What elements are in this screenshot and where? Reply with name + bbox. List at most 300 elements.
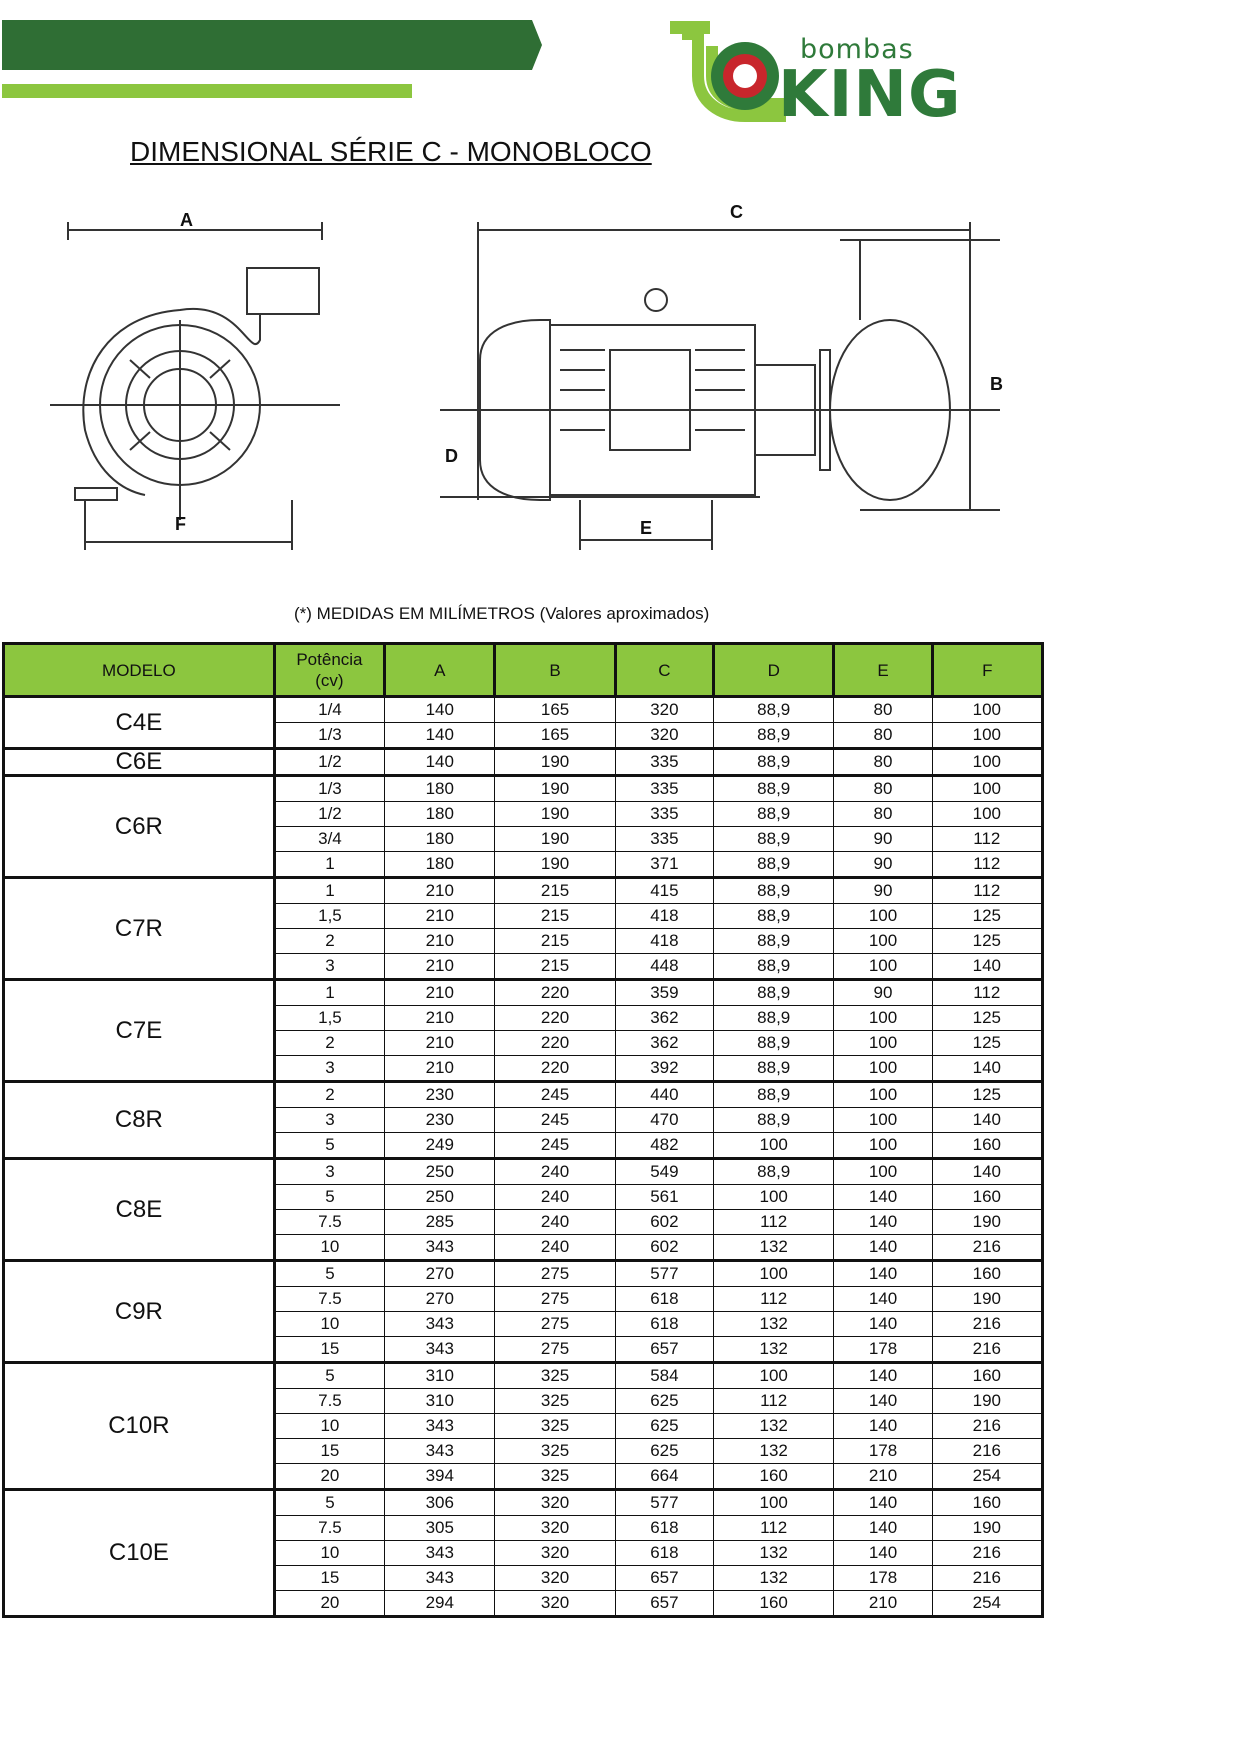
value-cell: 100 <box>834 1133 932 1159</box>
value-cell: 415 <box>615 878 713 904</box>
value-cell: 343 <box>385 1439 495 1464</box>
value-cell: 270 <box>385 1287 495 1312</box>
value-cell: 88,9 <box>714 749 834 776</box>
value-cell: 125 <box>932 1082 1042 1108</box>
value-cell: 125 <box>932 1031 1042 1056</box>
value-cell: 190 <box>495 852 615 878</box>
value-cell: 220 <box>495 1056 615 1082</box>
value-cell: 132 <box>714 1312 834 1337</box>
table-row <box>4 980 1043 1006</box>
value-cell: 215 <box>495 929 615 954</box>
value-cell: 88,9 <box>714 980 834 1006</box>
value-cell: 220 <box>495 980 615 1006</box>
value-cell: 310 <box>385 1389 495 1414</box>
value-cell: 5 <box>274 1490 384 1516</box>
value-cell: 343 <box>385 1235 495 1261</box>
value-cell: 294 <box>385 1591 495 1617</box>
label-b: B <box>990 374 1003 394</box>
value-cell: 190 <box>932 1516 1042 1541</box>
value-cell: 210 <box>834 1591 932 1617</box>
value-cell: 190 <box>495 749 615 776</box>
value-cell: 625 <box>615 1389 713 1414</box>
value-cell: 320 <box>495 1516 615 1541</box>
value-cell: 215 <box>495 904 615 929</box>
value-cell: 140 <box>834 1235 932 1261</box>
value-cell: 132 <box>714 1566 834 1591</box>
model-group <box>4 697 1043 749</box>
value-cell: 100 <box>834 1006 932 1031</box>
value-cell: 140 <box>834 1185 932 1210</box>
value-cell: 140 <box>385 697 495 723</box>
value-cell: 482 <box>615 1133 713 1159</box>
table-header-row <box>4 644 1043 697</box>
value-cell: 100 <box>834 1159 932 1185</box>
value-cell: 245 <box>495 1108 615 1133</box>
value-cell: 190 <box>932 1210 1042 1235</box>
value-cell: 215 <box>495 954 615 980</box>
table-row <box>4 749 1043 776</box>
value-cell: 112 <box>932 878 1042 904</box>
value-cell: 90 <box>834 980 932 1006</box>
value-cell: 112 <box>932 852 1042 878</box>
value-cell: 90 <box>834 878 932 904</box>
value-cell: 5 <box>274 1185 384 1210</box>
label-c: C <box>730 202 743 222</box>
value-cell: 335 <box>615 776 713 802</box>
value-cell: 125 <box>932 929 1042 954</box>
value-cell: 5 <box>274 1261 384 1287</box>
brand-small-text: bombas <box>800 34 914 65</box>
value-cell: 80 <box>834 749 932 776</box>
value-cell: 100 <box>714 1363 834 1389</box>
value-cell: 15 <box>274 1337 384 1363</box>
value-cell: 1/2 <box>274 802 384 827</box>
value-cell: 577 <box>615 1490 713 1516</box>
value-cell: 448 <box>615 954 713 980</box>
model-group <box>4 1082 1043 1159</box>
value-cell: 249 <box>385 1133 495 1159</box>
value-cell: 1 <box>274 878 384 904</box>
value-cell: 7.5 <box>274 1210 384 1235</box>
value-cell: 230 <box>385 1108 495 1133</box>
value-cell: 320 <box>615 723 713 749</box>
value-cell: 165 <box>495 697 615 723</box>
value-cell: 394 <box>385 1464 495 1490</box>
header-d: D <box>714 644 834 697</box>
value-cell: 1/3 <box>274 723 384 749</box>
table-row <box>4 1490 1043 1516</box>
value-cell: 125 <box>932 904 1042 929</box>
value-cell: 240 <box>495 1235 615 1261</box>
header-c: C <box>615 644 713 697</box>
value-cell: 343 <box>385 1566 495 1591</box>
header-light-bar <box>2 84 412 98</box>
value-cell: 2 <box>274 1031 384 1056</box>
value-cell: 100 <box>932 697 1042 723</box>
value-cell: 88,9 <box>714 1082 834 1108</box>
value-cell: 7.5 <box>274 1287 384 1312</box>
value-cell: 3 <box>274 1056 384 1082</box>
value-cell: 112 <box>714 1287 834 1312</box>
header-f: F <box>932 644 1042 697</box>
model-cell: C6R <box>4 776 275 878</box>
value-cell: 1/2 <box>274 749 384 776</box>
value-cell: 359 <box>615 980 713 1006</box>
value-cell: 100 <box>834 1082 932 1108</box>
value-cell: 210 <box>385 1056 495 1082</box>
value-cell: 190 <box>495 802 615 827</box>
value-cell: 100 <box>714 1261 834 1287</box>
dimensions-table <box>2 642 1044 1618</box>
value-cell: 657 <box>615 1337 713 1363</box>
value-cell: 245 <box>495 1082 615 1108</box>
value-cell: 325 <box>495 1464 615 1490</box>
value-cell: 125 <box>932 1006 1042 1031</box>
model-group <box>4 1159 1043 1261</box>
value-cell: 90 <box>834 852 932 878</box>
header-dark-bar <box>2 20 542 70</box>
value-cell: 240 <box>495 1159 615 1185</box>
value-cell: 160 <box>932 1363 1042 1389</box>
value-cell: 88,9 <box>714 929 834 954</box>
value-cell: 210 <box>385 1031 495 1056</box>
value-cell: 100 <box>932 776 1042 802</box>
model-group <box>4 980 1043 1082</box>
value-cell: 306 <box>385 1490 495 1516</box>
value-cell: 132 <box>714 1439 834 1464</box>
value-cell: 160 <box>932 1185 1042 1210</box>
value-cell: 3 <box>274 1159 384 1185</box>
value-cell: 112 <box>714 1389 834 1414</box>
model-group <box>4 776 1043 878</box>
model-group <box>4 1490 1043 1617</box>
value-cell: 210 <box>834 1464 932 1490</box>
value-cell: 230 <box>385 1082 495 1108</box>
value-cell: 80 <box>834 697 932 723</box>
value-cell: 140 <box>385 749 495 776</box>
value-cell: 210 <box>385 954 495 980</box>
value-cell: 3 <box>274 954 384 980</box>
value-cell: 325 <box>495 1414 615 1439</box>
model-cell: C7E <box>4 980 275 1082</box>
value-cell: 100 <box>714 1133 834 1159</box>
value-cell: 240 <box>495 1185 615 1210</box>
label-e: E <box>640 518 653 538</box>
header-b: B <box>495 644 615 697</box>
value-cell: 210 <box>385 929 495 954</box>
value-cell: 90 <box>834 827 932 852</box>
value-cell: 320 <box>495 1490 615 1516</box>
value-cell: 320 <box>495 1566 615 1591</box>
value-cell: 100 <box>714 1490 834 1516</box>
value-cell: 178 <box>834 1439 932 1464</box>
value-cell: 140 <box>834 1363 932 1389</box>
value-cell: 440 <box>615 1082 713 1108</box>
value-cell: 325 <box>495 1389 615 1414</box>
value-cell: 275 <box>495 1337 615 1363</box>
table-row <box>4 1363 1043 1389</box>
value-cell: 160 <box>932 1490 1042 1516</box>
value-cell: 275 <box>495 1261 615 1287</box>
value-cell: 254 <box>932 1464 1042 1490</box>
header-potencia-line1: Potência <box>296 650 363 669</box>
value-cell: 88,9 <box>714 852 834 878</box>
value-cell: 140 <box>385 723 495 749</box>
value-cell: 1 <box>274 980 384 1006</box>
value-cell: 20 <box>274 1464 384 1490</box>
value-cell: 602 <box>615 1210 713 1235</box>
value-cell: 88,9 <box>714 827 834 852</box>
value-cell: 362 <box>615 1031 713 1056</box>
value-cell: 325 <box>495 1439 615 1464</box>
model-cell: C8R <box>4 1082 275 1159</box>
model-cell: C10R <box>4 1363 275 1490</box>
value-cell: 140 <box>834 1541 932 1566</box>
value-cell: 216 <box>932 1439 1042 1464</box>
value-cell: 5 <box>274 1363 384 1389</box>
value-cell: 20 <box>274 1591 384 1617</box>
value-cell: 392 <box>615 1056 713 1082</box>
page-title: DIMENSIONAL SÉRIE C - MONOBLOCO <box>130 136 652 167</box>
value-cell: 7.5 <box>274 1516 384 1541</box>
value-cell: 160 <box>932 1133 1042 1159</box>
value-cell: 618 <box>615 1541 713 1566</box>
value-cell: 335 <box>615 827 713 852</box>
value-cell: 657 <box>615 1566 713 1591</box>
value-cell: 285 <box>385 1210 495 1235</box>
value-cell: 88,9 <box>714 904 834 929</box>
value-cell: 160 <box>932 1261 1042 1287</box>
value-cell: 275 <box>495 1287 615 1312</box>
header-potencia-line2: (cv) <box>315 671 344 690</box>
value-cell: 140 <box>834 1210 932 1235</box>
value-cell: 140 <box>834 1261 932 1287</box>
value-cell: 343 <box>385 1312 495 1337</box>
value-cell: 343 <box>385 1414 495 1439</box>
value-cell: 3 <box>274 1108 384 1133</box>
table-row <box>4 1159 1043 1185</box>
value-cell: 577 <box>615 1261 713 1287</box>
brand-big-text: KING <box>778 58 962 132</box>
value-cell: 88,9 <box>714 1056 834 1082</box>
value-cell: 275 <box>495 1312 615 1337</box>
value-cell: 180 <box>385 776 495 802</box>
value-cell: 216 <box>932 1312 1042 1337</box>
pump-dimension-drawing <box>40 200 1060 570</box>
value-cell: 664 <box>615 1464 713 1490</box>
value-cell: 190 <box>495 776 615 802</box>
value-cell: 418 <box>615 929 713 954</box>
model-cell: C7R <box>4 878 275 980</box>
header-potencia <box>274 644 384 697</box>
value-cell: 178 <box>834 1337 932 1363</box>
value-cell: 343 <box>385 1541 495 1566</box>
model-cell: C6E <box>4 749 275 776</box>
value-cell: 625 <box>615 1439 713 1464</box>
value-cell: 160 <box>714 1591 834 1617</box>
value-cell: 10 <box>274 1235 384 1261</box>
value-cell: 250 <box>385 1185 495 1210</box>
value-cell: 325 <box>495 1363 615 1389</box>
value-cell: 88,9 <box>714 776 834 802</box>
value-cell: 112 <box>932 980 1042 1006</box>
value-cell: 165 <box>495 723 615 749</box>
value-cell: 180 <box>385 802 495 827</box>
value-cell: 2 <box>274 1082 384 1108</box>
value-cell: 10 <box>274 1541 384 1566</box>
value-cell: 100 <box>834 954 932 980</box>
value-cell: 220 <box>495 1031 615 1056</box>
value-cell: 625 <box>615 1414 713 1439</box>
value-cell: 1 <box>274 852 384 878</box>
value-cell: 210 <box>385 878 495 904</box>
value-cell: 2 <box>274 929 384 954</box>
value-cell: 80 <box>834 802 932 827</box>
value-cell: 210 <box>385 980 495 1006</box>
value-cell: 335 <box>615 749 713 776</box>
value-cell: 362 <box>615 1006 713 1031</box>
value-cell: 240 <box>495 1210 615 1235</box>
table-row <box>4 878 1043 904</box>
value-cell: 140 <box>932 1056 1042 1082</box>
value-cell: 15 <box>274 1439 384 1464</box>
table-row <box>4 697 1043 723</box>
value-cell: 88,9 <box>714 878 834 904</box>
value-cell: 335 <box>615 802 713 827</box>
value-cell: 88,9 <box>714 723 834 749</box>
value-cell: 254 <box>932 1591 1042 1617</box>
value-cell: 100 <box>834 904 932 929</box>
table-row <box>4 776 1043 802</box>
model-group <box>4 749 1043 776</box>
value-cell: 88,9 <box>714 1031 834 1056</box>
value-cell: 371 <box>615 852 713 878</box>
value-cell: 10 <box>274 1312 384 1337</box>
model-group <box>4 1363 1043 1490</box>
table-row <box>4 1082 1043 1108</box>
value-cell: 100 <box>834 1031 932 1056</box>
value-cell: 88,9 <box>714 697 834 723</box>
value-cell: 132 <box>714 1414 834 1439</box>
label-a: A <box>180 210 193 230</box>
value-cell: 180 <box>385 852 495 878</box>
value-cell: 210 <box>385 904 495 929</box>
value-cell: 88,9 <box>714 1159 834 1185</box>
value-cell: 178 <box>834 1566 932 1591</box>
model-cell: C4E <box>4 697 275 749</box>
value-cell: 310 <box>385 1363 495 1389</box>
model-cell: C8E <box>4 1159 275 1261</box>
value-cell: 210 <box>385 1006 495 1031</box>
value-cell: 140 <box>932 1108 1042 1133</box>
value-cell: 100 <box>834 1056 932 1082</box>
header-a: A <box>385 644 495 697</box>
value-cell: 1/4 <box>274 697 384 723</box>
value-cell: 320 <box>615 697 713 723</box>
value-cell: 140 <box>834 1490 932 1516</box>
value-cell: 190 <box>932 1287 1042 1312</box>
value-cell: 618 <box>615 1312 713 1337</box>
value-cell: 618 <box>615 1287 713 1312</box>
value-cell: 100 <box>932 802 1042 827</box>
value-cell: 140 <box>834 1516 932 1541</box>
value-cell: 305 <box>385 1516 495 1541</box>
value-cell: 100 <box>714 1185 834 1210</box>
value-cell: 561 <box>615 1185 713 1210</box>
value-cell: 140 <box>834 1312 932 1337</box>
value-cell: 100 <box>834 1108 932 1133</box>
value-cell: 216 <box>932 1337 1042 1363</box>
value-cell: 220 <box>495 1006 615 1031</box>
value-cell: 140 <box>932 954 1042 980</box>
value-cell: 343 <box>385 1337 495 1363</box>
header-e: E <box>834 644 932 697</box>
model-group <box>4 1261 1043 1363</box>
value-cell: 584 <box>615 1363 713 1389</box>
value-cell: 160 <box>714 1464 834 1490</box>
value-cell: 88,9 <box>714 1108 834 1133</box>
value-cell: 1/3 <box>274 776 384 802</box>
label-d: D <box>445 446 458 466</box>
value-cell: 112 <box>714 1210 834 1235</box>
model-cell: C10E <box>4 1490 275 1617</box>
value-cell: 140 <box>834 1414 932 1439</box>
value-cell: 250 <box>385 1159 495 1185</box>
value-cell: 270 <box>385 1261 495 1287</box>
value-cell: 5 <box>274 1133 384 1159</box>
value-cell: 216 <box>932 1235 1042 1261</box>
value-cell: 88,9 <box>714 802 834 827</box>
value-cell: 216 <box>932 1414 1042 1439</box>
value-cell: 3/4 <box>274 827 384 852</box>
header-modelo: MODELO <box>4 644 275 697</box>
table-row <box>4 1261 1043 1287</box>
label-f: F <box>175 514 186 534</box>
value-cell: 132 <box>714 1235 834 1261</box>
value-cell: 1,5 <box>274 1006 384 1031</box>
value-cell: 245 <box>495 1133 615 1159</box>
value-cell: 470 <box>615 1108 713 1133</box>
value-cell: 418 <box>615 904 713 929</box>
value-cell: 215 <box>495 878 615 904</box>
value-cell: 190 <box>932 1389 1042 1414</box>
value-cell: 140 <box>834 1287 932 1312</box>
value-cell: 80 <box>834 776 932 802</box>
value-cell: 7.5 <box>274 1389 384 1414</box>
value-cell: 657 <box>615 1591 713 1617</box>
value-cell: 216 <box>932 1541 1042 1566</box>
value-cell: 180 <box>385 827 495 852</box>
value-cell: 190 <box>495 827 615 852</box>
value-cell: 320 <box>495 1541 615 1566</box>
units-note: (*) MEDIDAS EM MILÍMETROS (Valores aproximados) <box>294 604 710 623</box>
value-cell: 112 <box>714 1516 834 1541</box>
model-cell: C9R <box>4 1261 275 1363</box>
value-cell: 216 <box>932 1566 1042 1591</box>
model-group <box>4 878 1043 980</box>
value-cell: 618 <box>615 1516 713 1541</box>
value-cell: 132 <box>714 1541 834 1566</box>
value-cell: 140 <box>834 1389 932 1414</box>
value-cell: 1,5 <box>274 904 384 929</box>
value-cell: 549 <box>615 1159 713 1185</box>
value-cell: 132 <box>714 1337 834 1363</box>
value-cell: 15 <box>274 1566 384 1591</box>
value-cell: 88,9 <box>714 1006 834 1031</box>
value-cell: 112 <box>932 827 1042 852</box>
value-cell: 100 <box>932 723 1042 749</box>
value-cell: 140 <box>932 1159 1042 1185</box>
